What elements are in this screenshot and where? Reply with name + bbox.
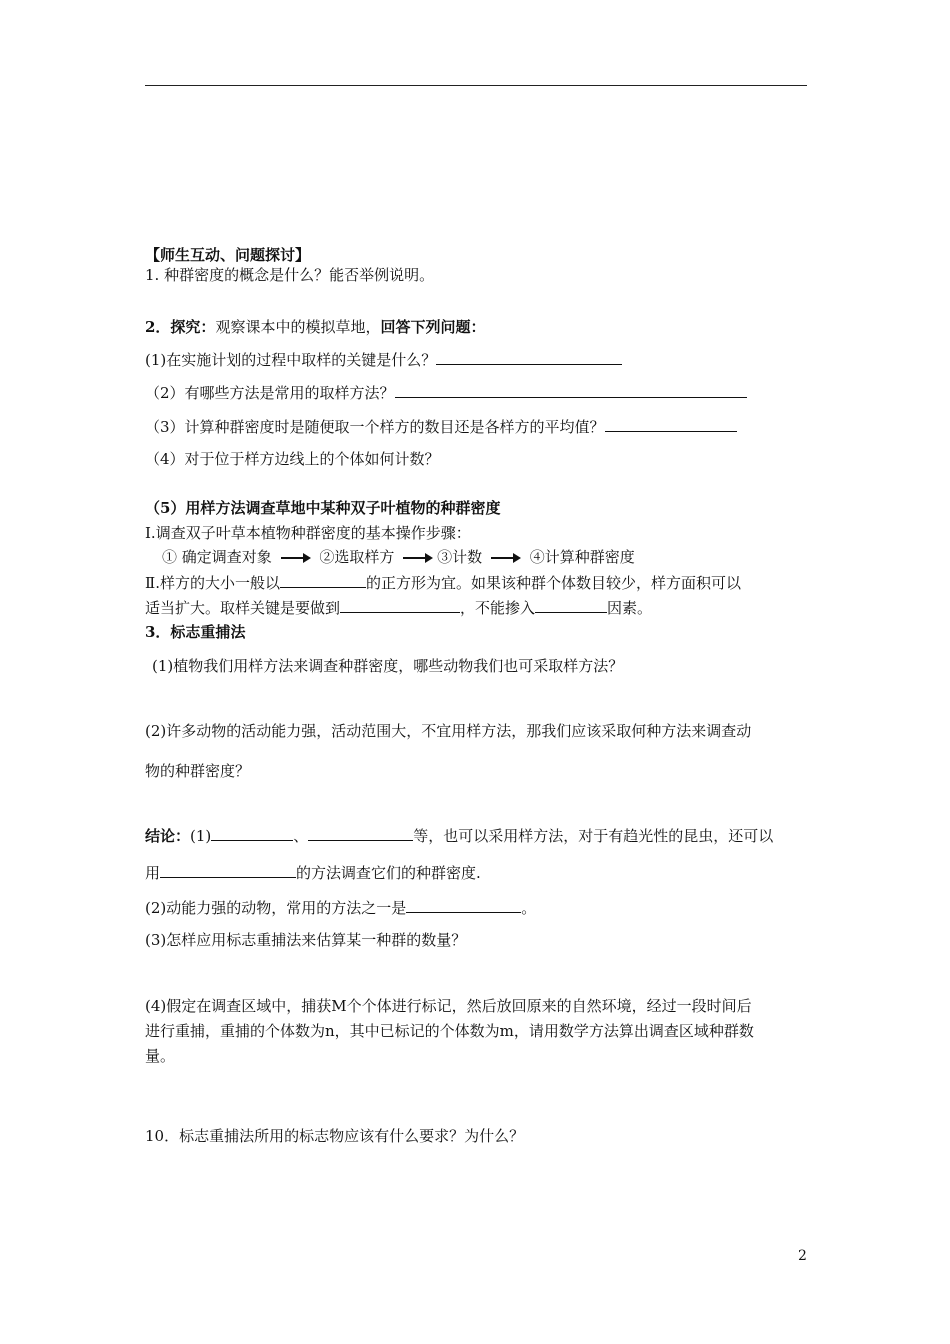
question-3-2a: (2)许多动物的活动能力强，活动范围大，不宜用样方法，那我们应该采取何种方法来调查动	[145, 722, 752, 740]
conclusion-1-cont	[145, 862, 481, 883]
sampling-key-text: 适当扩大。取样关键是要做到	[145, 599, 341, 617]
answer-blank[interactable]	[406, 897, 521, 913]
conclusion-1-text: 等，也可以采用样方法，对于有趋光性的昆虫，还可以	[413, 827, 774, 845]
step-4: ④计算种群密度	[529, 548, 635, 566]
question-2-2	[145, 382, 747, 403]
step-2: ②选取样方	[319, 548, 395, 566]
arrow-icon	[403, 553, 433, 563]
answer-blank[interactable]	[395, 382, 747, 398]
question-2-mid: 观察课本中的模拟草地，	[215, 318, 381, 336]
quadrat-size-text-2: 的正方形为宜。如果该种群个体数目较少，样方面积可以	[365, 574, 741, 592]
step-title: Ⅰ.调查双子叶草本植物种群密度的基本操作步骤：	[145, 524, 471, 542]
conclusion-1-tail: 的方法调查它们的种群密度.	[296, 864, 481, 882]
answer-blank[interactable]	[160, 862, 296, 878]
arrow-icon	[491, 553, 521, 563]
conclusion-4b: 进行重捕，重捕的个体数为n，其中已标记的个体数为m，请用数学方法算出调查区域种群数	[145, 1022, 754, 1040]
quadrat-size-text: Ⅱ.样方的大小一般以	[145, 574, 280, 592]
question-3-1: (1)植物我们用样方法来调查种群密度，哪些动物我们也可采取样方法？	[152, 657, 624, 675]
answer-blank[interactable]	[436, 349, 622, 365]
question-1: 1. 种群密度的概念是什么？能否举例说明。	[145, 266, 435, 284]
answer-blank[interactable]	[535, 597, 607, 613]
conclusion-1-num: (1)	[190, 827, 212, 845]
conclusion-2-text: (2)动能力强的动物，常用的方法之一是	[145, 899, 407, 917]
question-2-1-text: (1)在实施计划的过程中取样的关键是什么？	[145, 351, 437, 369]
answer-blank[interactable]	[280, 572, 366, 588]
step-1: ① 确定调查对象	[162, 548, 272, 566]
answer-blank[interactable]	[211, 825, 293, 841]
page-number: 2	[798, 1248, 807, 1264]
steps-flow	[162, 547, 635, 567]
conclusion-2-end: 。	[521, 899, 537, 917]
conclusion-1	[145, 825, 773, 846]
sampling-key-line	[145, 597, 652, 618]
section-title: 【师生互动、问题探讨】	[145, 246, 311, 264]
question-3-title: 3．标志重捕法	[145, 623, 246, 641]
answer-blank[interactable]	[605, 416, 737, 432]
question-2-1	[145, 349, 622, 370]
answer-blank[interactable]	[308, 825, 413, 841]
question-2-2-text: （2）有哪些方法是常用的取样方法？	[145, 384, 395, 402]
conclusion-label: 结论：	[145, 827, 191, 845]
question-2-4: （4）对于位于样方边线上的个体如何计数？	[145, 450, 440, 468]
conclusion-4c: 量。	[145, 1047, 176, 1065]
question-2-3	[145, 416, 737, 437]
step-3: ③计数	[437, 548, 483, 566]
question-10: 10．标志重捕法所用的标志物应该有什么要求？为什么？	[145, 1127, 525, 1145]
sampling-key-text-2: ，不能掺入	[460, 599, 536, 617]
sampling-key-text-3: 因素。	[607, 599, 653, 617]
question-2-3-text: （3）计算种群密度时是随便取一个样方的数目还是各样方的平均值？	[145, 418, 605, 436]
header-rule	[145, 85, 807, 86]
conclusion-4a: (4)假定在调查区域中，捕获M个个体进行标记，然后放回原来的自然环境，经过一段时间后	[145, 997, 752, 1015]
answer-blank[interactable]	[340, 597, 460, 613]
conclusion-1-use: 用	[145, 864, 161, 882]
question-3-2b: 物的种群密度？	[145, 762, 251, 780]
conclusion-separator: 、	[293, 827, 309, 845]
question-2-lead: 2．探究：	[145, 318, 216, 336]
quadrat-size-line	[145, 572, 741, 593]
arrow-icon	[281, 553, 311, 563]
question-2-5: （5）用样方法调查草地中某种双子叶植物的种群密度	[145, 499, 501, 517]
conclusion-2	[145, 897, 536, 918]
conclusion-3: (3)怎样应用标志重捕法来估算某一种群的数量？	[145, 931, 467, 949]
question-2-tail: 回答下列问题：	[380, 318, 486, 336]
question-2-heading	[145, 317, 485, 337]
